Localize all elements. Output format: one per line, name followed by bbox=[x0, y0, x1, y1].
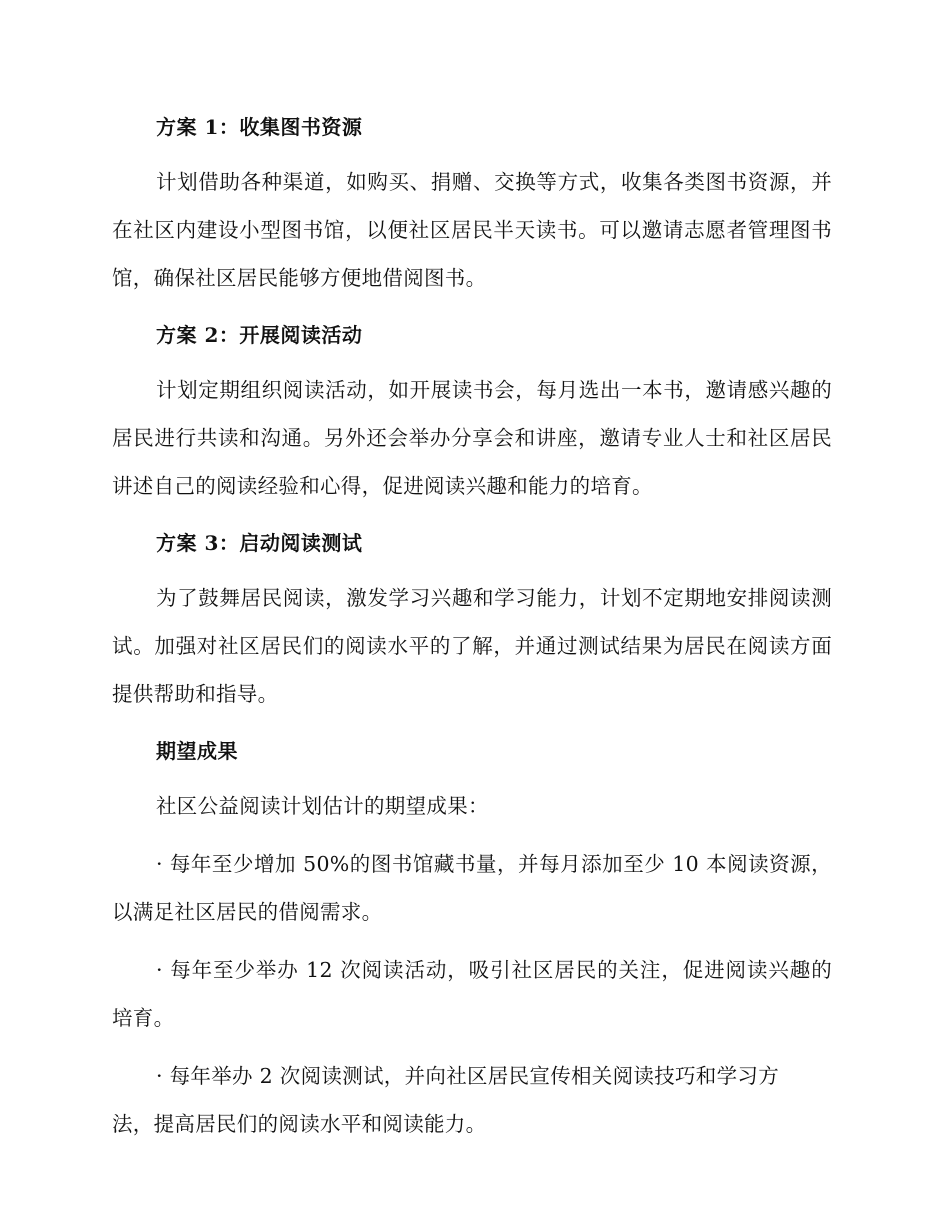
plan-paragraph: 计划定期组织阅读活动，如开展读书会，每月选出一本书，邀请感兴趣的居民进行共读和沟通。另外还会举办分享会和讲座，邀请专业人士和社区居民讲述自己的阅读经验和心得，促进阅读兴趣和能力的培育。 bbox=[112, 378, 832, 498]
outcomes-heading: 期望成果 bbox=[156, 739, 238, 763]
outcome-bullet: · 每年举办 2 次阅读测试，并向社区居民宣传相关阅读技巧和学习方法，提高居民们的阅读水平和阅读能力。 bbox=[112, 1064, 780, 1136]
outcomes-intro: 社区公益阅读计划估计的期望成果： bbox=[156, 794, 489, 818]
outcome-bullet: · 每年至少增加 50%的图书馆藏书量，并每月添加至少 10 本阅读资源，以满足社区居民的借阅需求。 bbox=[112, 852, 832, 924]
plan-heading: 方案 2：开展阅读活动 bbox=[156, 323, 363, 347]
outcomes-section bbox=[112, 732, 832, 1148]
plan-heading: 方案 3：启动阅读测试 bbox=[156, 531, 363, 555]
plan-section-1 bbox=[112, 108, 832, 302]
plan-section-3 bbox=[112, 524, 832, 718]
document-body bbox=[112, 108, 832, 1162]
plan-section-2 bbox=[112, 316, 832, 510]
plan-paragraph: 为了鼓舞居民阅读，激发学习兴趣和学习能力，计划不定期地安排阅读测试。加强对社区居民们的阅读水平的了解，并通过测试结果为居民在阅读方面提供帮助和指导。 bbox=[112, 586, 832, 706]
plan-paragraph: 计划借助各种渠道，如购买、捐赠、交换等方式，收集各类图书资源，并在社区内建设小型图书馆，以便社区居民半天读书。可以邀请志愿者管理图书馆，确保社区居民能够方便地借阅图书。 bbox=[112, 170, 832, 290]
outcome-bullet: · 每年至少举办 12 次阅读活动，吸引社区居民的关注，促进阅读兴趣的培育。 bbox=[112, 958, 832, 1030]
plan-heading: 方案 1：收集图书资源 bbox=[156, 115, 363, 139]
